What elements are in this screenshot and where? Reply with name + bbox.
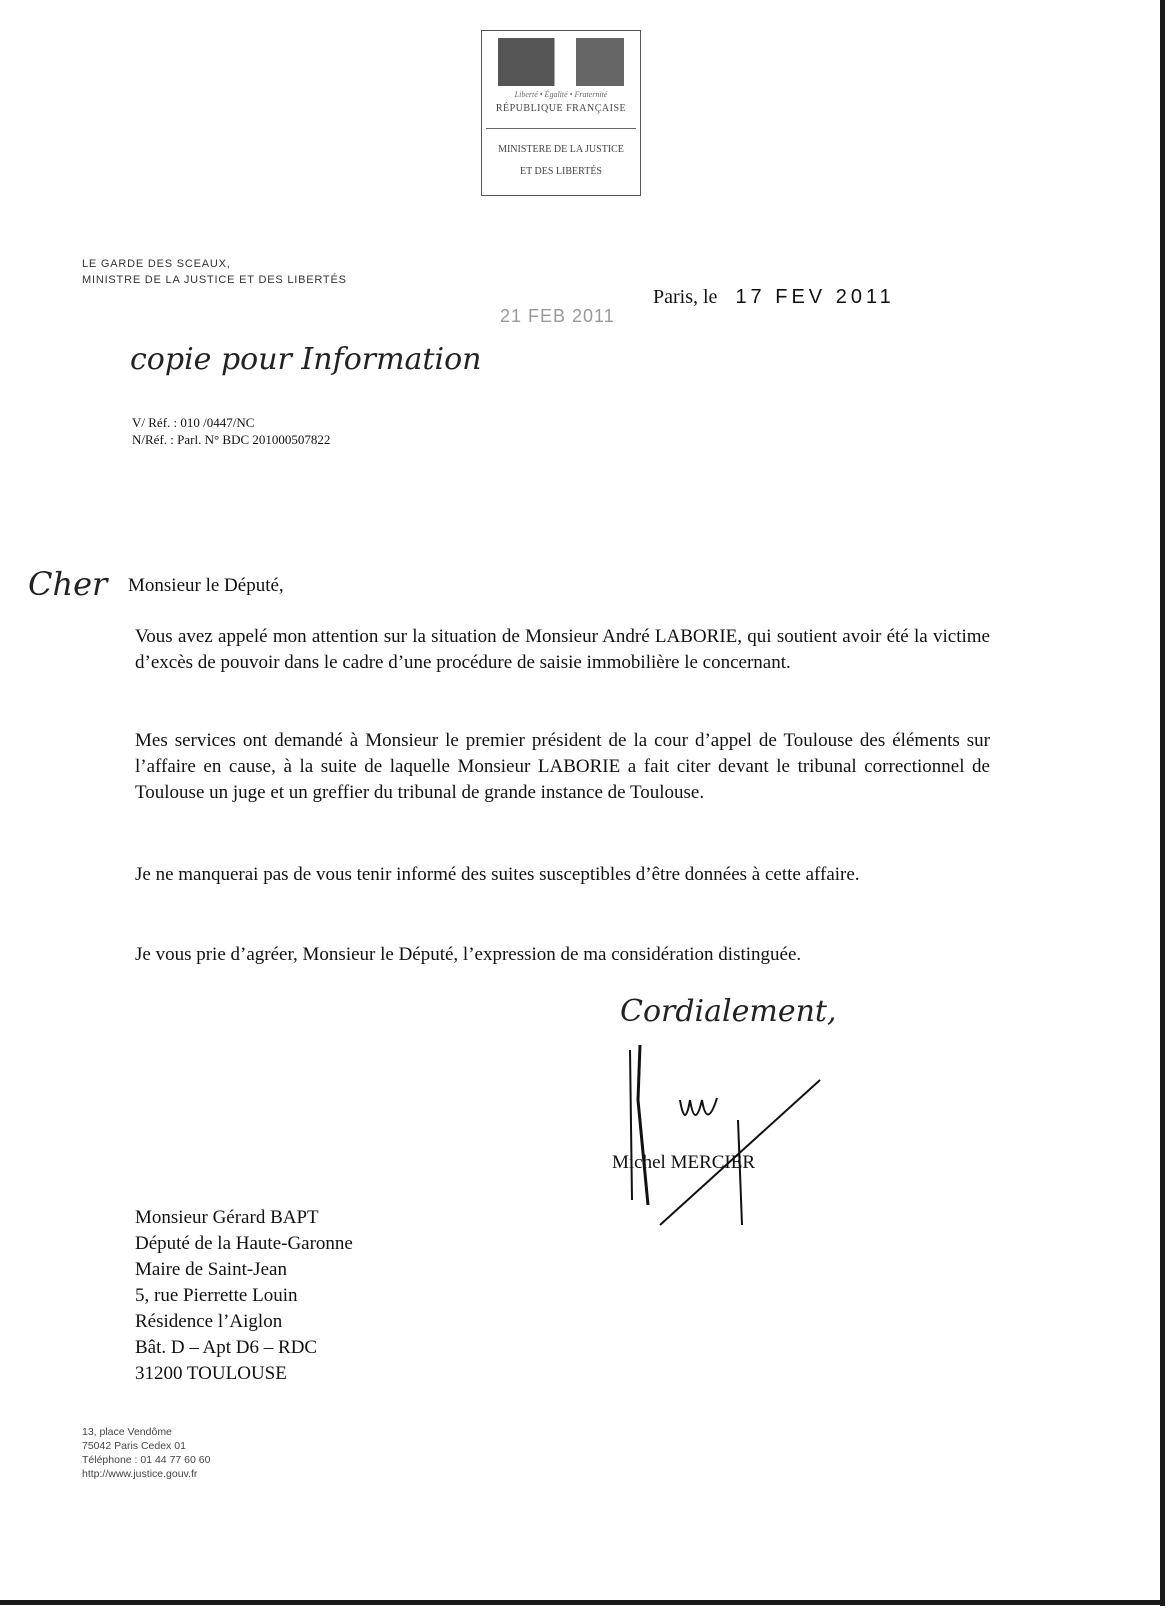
- footer-line: 75042 Paris Cedex 01: [82, 1440, 186, 1452]
- salutation: Monsieur le Député,: [128, 575, 284, 596]
- address-line: Résidence l’Aiglon: [135, 1311, 283, 1332]
- footer-line: Téléphone : 01 44 77 60 60: [82, 1454, 211, 1466]
- sender-header: [82, 256, 347, 288]
- logo-ministry-1: MINISTERE DE LA JUSTICE: [498, 144, 624, 155]
- paragraph: Je vous prie d’agréer, Monsieur le Député, l’expression de ma considération distinguée.: [135, 944, 802, 965]
- your-reference: V/ Réf. : 010 /0447/NC: [132, 415, 255, 430]
- signatory-name: Michel MERCIER: [612, 1152, 756, 1173]
- date-place: Paris, le: [653, 286, 718, 308]
- sender-line: LE GARDE DES SCEAUX,: [82, 258, 231, 270]
- page-shadow-bottom: [0, 1600, 1165, 1605]
- sender-line: MINISTRE DE LA JUSTICE ET DES LIBERTÉS: [82, 274, 347, 286]
- address-line: 5, rue Pierrette Louin: [135, 1285, 298, 1306]
- logo-republic: RÉPUBLIQUE FRANÇAISE: [495, 103, 627, 114]
- address-line: Député de la Haute-Garonne: [135, 1233, 353, 1254]
- logo-ministry-2: ET DES LIBERTÉS: [520, 166, 602, 177]
- handwritten-closing: Cordialement,: [620, 994, 837, 1029]
- address-line: Maire de Saint-Jean: [135, 1259, 287, 1280]
- date-value: 17 FEV 2011: [735, 286, 895, 308]
- page-shadow-right: [1160, 0, 1165, 1606]
- logo-motto: Liberté • Égalité • Fraternité: [514, 90, 608, 99]
- received-stamp: 21 FEB 2011: [500, 306, 615, 326]
- handwritten-salutation: Cher: [28, 565, 108, 603]
- address-line: Monsieur Gérard BAPT: [135, 1207, 319, 1228]
- signature: [620, 1040, 830, 1240]
- letter-date: [653, 286, 895, 309]
- address-line: 31200 TOULOUSE: [135, 1363, 287, 1384]
- address-line: Bât. D – Apt D6 – RDC: [135, 1337, 318, 1358]
- ministry-logo: [481, 30, 641, 196]
- ministry-footer: [82, 1425, 210, 1481]
- marianne-emblem: [498, 38, 624, 86]
- footer-line: 13, place Vendôme: [82, 1426, 172, 1438]
- references: [132, 414, 330, 448]
- our-reference: N/Réf. : Parl. N° BDC 201000507822: [132, 432, 331, 447]
- footer-line: http://www.justice.gouv.fr: [82, 1468, 198, 1480]
- paragraph: Vous avez appelé mon attention sur la situation de Monsieur André LABORIE, qui soutient avoir été la victime d’excès de pouvoir dans le cadre d’une procédure de saisie immobilière le concernant.: [135, 626, 990, 673]
- logo-divider: [486, 128, 636, 129]
- recipient-address: [135, 1205, 353, 1387]
- paragraph: Mes services ont demandé à Monsieur le premier président de la cour d’appel de Toulouse des éléments sur l’affaire en cause, à la suite de laquelle Monsieur LABORIE a fait citer devant le tribunal correctionnel de Toulouse un juge et un greffier du tribunal de grande instance de Toulouse.: [135, 730, 990, 803]
- handwritten-annotation: copie pour Information: [130, 342, 482, 377]
- paragraph: Je ne manquerai pas de vous tenir informé des suites susceptibles d’être données à cette affaire.: [135, 864, 860, 885]
